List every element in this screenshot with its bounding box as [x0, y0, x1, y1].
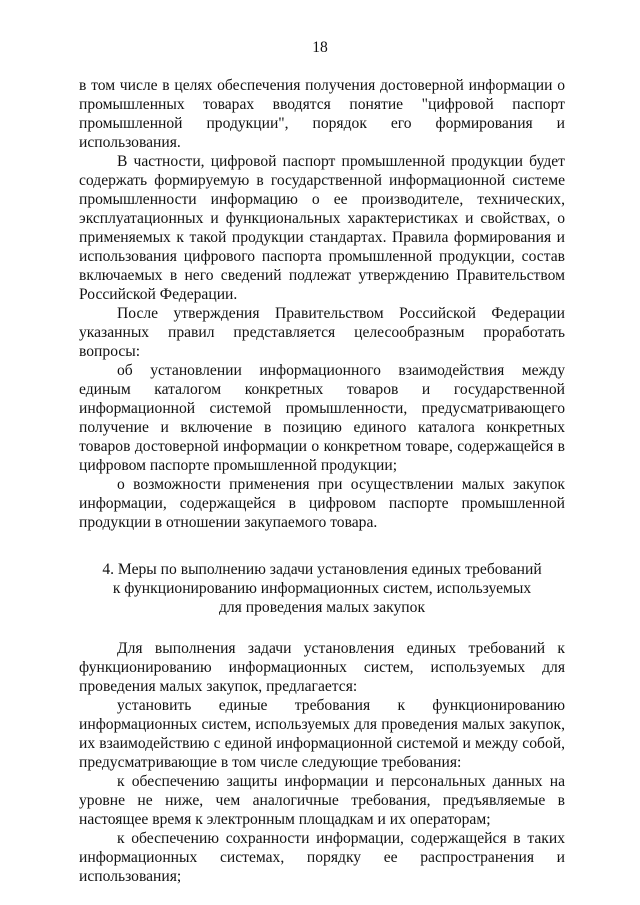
- paragraph-4: об установлении информационного взаимодействия между единым каталогом конкретных товаров и государственной информационной системой промышленности, предусматривающего получение и включение в позицию единого каталога конкретных товаров достоверной информации о конкретном товаре, содержащейся в цифровом паспорте промышленной продукции;: [79, 362, 565, 474]
- paragraph-1: в том числе в целях обеспечения получения достоверной информации о промышленных товарах вводятся понятие "цифровой паспорт промышленной продукции", порядок его формирования и использования.: [79, 77, 565, 151]
- section-heading-line-1: 4. Меры по выполнению задачи установления единых требований: [102, 561, 542, 578]
- paragraph-8: к обеспечению защиты информации и персональных данных на уровне не ниже, чем аналогичные требования, предъявляемые в настоящее время к электронным площадкам и их операторам;: [79, 773, 565, 828]
- document-body: [79, 76, 565, 886]
- section-heading-line-3: для проведения малых закупок: [218, 599, 426, 616]
- page-number: 18: [312, 39, 328, 56]
- paragraph-2: В частности, цифровой паспорт промышленной продукции будет содержать формируемую в государственной информационной системе промышленности информацию о ее производителе, технических, эксплуатационных и функциональных характеристиках и свойствах, о применяемых к такой продукции стандартах. Правила формирования и использования цифрового паспорта промышленной продукции, состав включаемых в него сведений подлежат утверждению Правительством Российской Федерации.: [79, 153, 565, 303]
- paragraph-5: о возможности применения при осуществлении малых закупок информации, содержащейся в цифровом паспорте промышленной продукции в отношении закупаемого товара.: [79, 476, 565, 531]
- section-heading-line-2: к функционированию информационных систем, используемых: [112, 580, 532, 597]
- paragraph-3: После утверждения Правительством Российской Федерации указанных правил представляется целесообразным проработать вопросы:: [79, 305, 565, 360]
- paragraph-6: Для выполнения задачи установления единых требований к функционированию информационных систем, используемых для проведения малых закупок, предлагается:: [79, 640, 565, 695]
- paragraph-7: установить единые требования к функционированию информационных систем, используемых для проведения малых закупок, их взаимодействию с единой информационной системой и между собой, предусматривающие в том числе следующие требования:: [79, 697, 565, 771]
- section-heading: [79, 560, 565, 617]
- paragraph-9: к обеспечению сохранности информации, содержащейся в таких информационных системах, порядку ее распространения и использования;: [79, 830, 565, 885]
